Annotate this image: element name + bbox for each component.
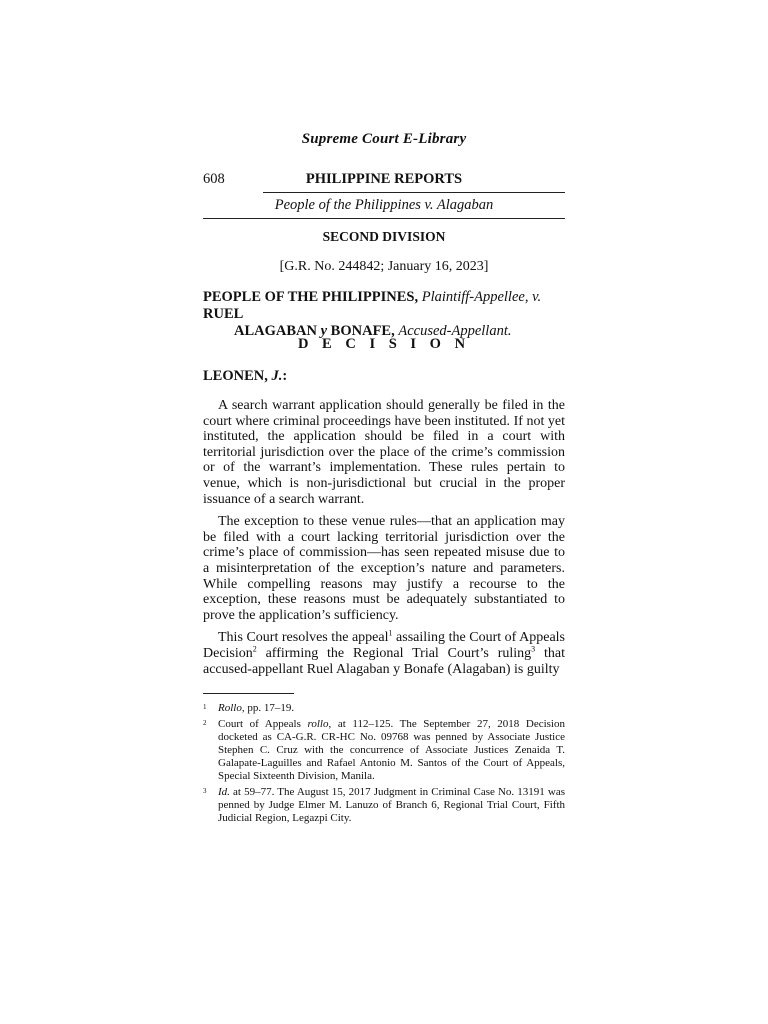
ponente-title: J. — [271, 368, 283, 384]
decision-body — [203, 398, 565, 684]
footnote-mark: 3 — [203, 787, 207, 795]
journal-title: PHILIPPINE REPORTS — [305, 171, 463, 187]
decision-heading: D E C I S I O N — [297, 336, 471, 352]
footnote-text: , pp. 17–19. — [241, 702, 295, 714]
footnote-pre: Court of Appeals — [218, 718, 308, 730]
page-number: 608 — [203, 171, 225, 187]
versus: v. — [532, 289, 542, 305]
accused-surname: ALAGABAN — [234, 323, 317, 339]
para3-text-d: that accused-appellant Ruel Alagaban y Bonafe (Alagaban) is guilty — [203, 645, 565, 677]
library-header: Supreme Court E-Library — [301, 131, 467, 147]
footnote-text: at 59–77. The August 15, 2017 Judgment in Criminal Case No. 13191 was penned by Judge Elmer M. Lanuzo of Branch 6, Regional Trial Court, Fifth Judicial Region, Legazpi City. — [218, 786, 565, 824]
footnote-separator — [203, 693, 294, 694]
accused-role: Accused-Appellant. — [398, 323, 512, 339]
para3-text-c: affirming the Regional Trial Court’s ruling — [256, 645, 532, 661]
header-rule — [263, 192, 565, 193]
plaintiff-name: PEOPLE OF THE PHILIPPINES, — [203, 289, 419, 305]
running-case-title: People of the Philippines v. Alagaban — [274, 197, 494, 213]
footnotes — [203, 702, 565, 828]
footnote-ref-2[interactable]: 2 — [252, 644, 257, 654]
accused-first-name: RUEL — [203, 306, 244, 322]
accused-y: y — [320, 323, 328, 339]
case-parties — [203, 289, 565, 340]
footnote-mark: 1 — [203, 703, 207, 711]
division-heading: SECOND DIVISION — [322, 229, 446, 244]
header-rule-bottom — [203, 218, 565, 219]
footnote-italic: Id. — [218, 786, 230, 798]
para3-text-b: assailing the Court of Appeals Decision — [203, 630, 565, 661]
footnote-2 — [203, 718, 565, 783]
footnote-italic: Rollo — [218, 702, 242, 714]
footnote-ref-3[interactable]: 3 — [531, 644, 536, 654]
para3-text-a: This Court resolves the appeal — [218, 630, 389, 646]
parties-line-1: PEOPLE OF THE PHILIPPINES, Plaintiff-Appellee, v. RUEL — [203, 289, 542, 322]
footnote-3 — [203, 786, 565, 825]
gr-number: [G.R. No. 244842; January 16, 2023] — [279, 259, 489, 274]
footnote-1 — [203, 702, 565, 715]
footnote-text: , at 112–125. The September 27, 2018 Decision docketed as CA-G.R. CR-HC No. 09768 was penned by Associate Justice Stephen C. Cruz with the concurrence of Associate Justices Zenaida T. Galapate-Laguilles and Rafael Antonio M. Santos of the Court of Appeals, Special Sixteenth Division, Manila. — [218, 718, 565, 782]
ponente-colon: : — [282, 368, 288, 384]
running-head — [203, 171, 565, 191]
ponente-name: LEONEN, — [203, 368, 268, 384]
body-paragraph-3 — [203, 630, 565, 677]
plaintiff-role: Plaintiff-Appellee — [421, 289, 525, 305]
ponente — [203, 368, 287, 385]
footnote-ref-1[interactable]: 1 — [388, 628, 393, 638]
accused-last-name: BONAFE, — [330, 323, 395, 339]
footnote-italic: rollo — [307, 718, 329, 730]
body-paragraph-1: A search warrant application should generally be filed in the court where criminal proceedings have been instituted. If not yet instituted, the application should be filed in a court with territorial jurisdiction over the place of the crime’s commission or of the warrant’s implementation. These rules pertain to venue, which is non-jurisdictional but crucial in the proper issuance of a search warrant. — [203, 398, 565, 507]
footnote-mark: 2 — [203, 719, 207, 727]
body-paragraph-2: The exception to these venue rules—that an application may be filed with a court lacking territorial jurisdiction over the crime’s place of commission—has seen repeated misuse due to a misinterpretation of the exception’s nature and parameters. While compelling reasons may justify a recourse to the exception, these reasons must be adequately substantiated to prove the application’s sufficiency. — [203, 514, 565, 623]
